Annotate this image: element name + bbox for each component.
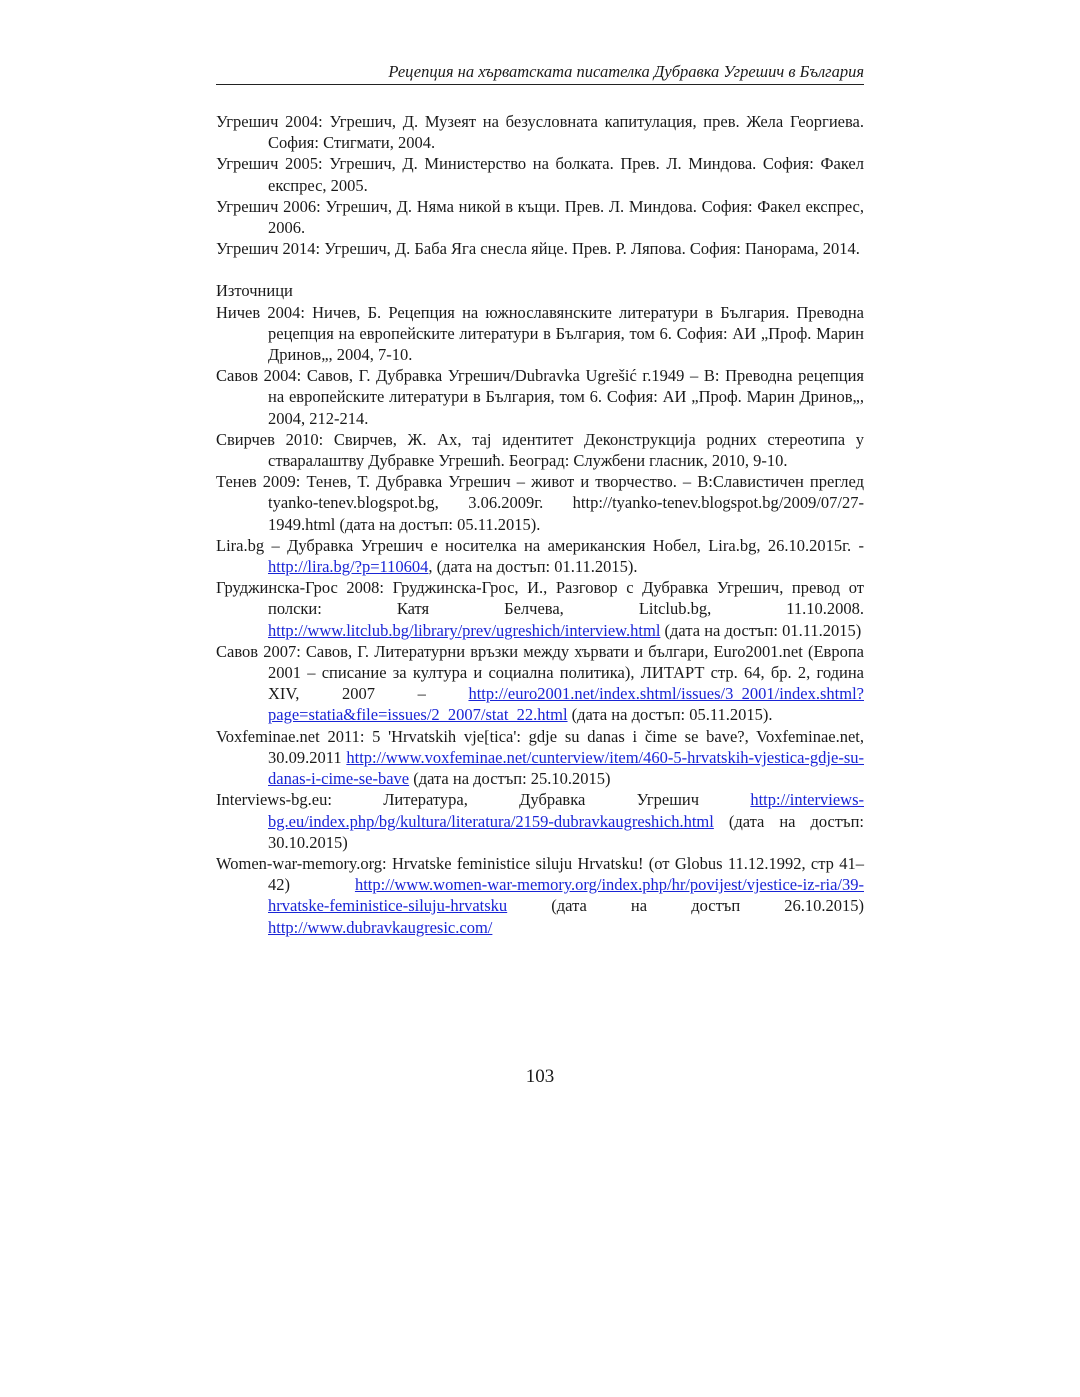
bib-entry: Угрешич 2014: Угрешич, Д. Баба Яга снесла яйце. Прев. Р. Ляпова. София: Панорама, 2014. [216, 239, 860, 259]
entry-text: (дата на достъп: 25.10.2015) [409, 769, 611, 789]
page-number: 103 [525, 1066, 555, 1087]
source-entry: Тенев 2009: Тенев, Т. Дубравка Угрешич – живот и творчество. – В:Славистичен преглед tyanko-tenev.blogspot.bg, 3.06.2009г. http://tyanko-tenev.blogspot.bg/2009/07/27-1949.html (дата на достъп: 05.11.2015). [216, 472, 864, 534]
bib-entry: Угрешич 2004: Угрешич, Д. Музеят на безусловната капитулация, прев. Жела Георгиева. София: Стигмати, 2004. [216, 112, 864, 153]
bibliography [216, 111, 864, 938]
source-link[interactable]: http://www.dubravkaugresic.com/ [268, 917, 493, 937]
source-link[interactable]: http://www.litclub.bg/library/prev/ugreshich/interview.html [268, 620, 661, 640]
source-link[interactable]: http://www.women-war-memory.org/index.php/hr/povijest/vjestice-iz-ria/39-hrvatske-feministice-siluju-hrvatsku [268, 875, 864, 916]
entry-text: Voxfeminae.net 2011: 5 'Hrvatskih vje[tica': gdje su danas i čime se bave?, Voxfeminae.net, 30.09.2011 [216, 726, 864, 767]
entry-text: (дата на достъп: 01.11.2015) [660, 620, 862, 640]
source-entry: Ничев 2004: Ничев, Б. Рецепция на южнославянските литератури в България. Преводна рецепция на европейските литератури в България, том 6. София: АИ „Проф. Марин Дринов„, 2004, 7-10. [216, 302, 864, 365]
source-entry: Савов 2004: Савов, Г. Дубравка Угрешич/Dubravka Ugrešić г.1949 – В: Преводна рецепция на европейските литератури в България, том 6. София: АИ „Проф. Марин Дринов„, 2004, 212-214. [216, 366, 864, 428]
entry-text: Interviews-bg.eu: Литература, Дубравка Угрешич [216, 790, 751, 810]
source-entry [216, 726, 864, 790]
entry-text: (дата на достъп: 05.11.2015). [567, 705, 773, 725]
entry-text: Lira.bg – Дубравка Угрешич е носителка на американския Нобел, Lira.bg, 26.10.2015г. - [216, 535, 864, 555]
source-entry [216, 789, 864, 853]
source-link[interactable]: http://interviews-bg.eu/index.php/bg/kultura/literatura/2159-dubravkaugreshich.html [268, 790, 864, 831]
entry-text: Груджинска-Грос 2008: Груджинска-Грос, И., Разговор с Дубравка Угрешич, превод от полски: Катя Белчева, Litclub.bg, 11.10.2008. [216, 578, 864, 619]
entry-text: Women-war-memory.org: Hrvatske feministice siluju Hrvatsku! (от Globus 11.12.1992, стр 41–42) [216, 853, 864, 895]
source-link[interactable]: http://www.voxfeminae.net/cunterview/item/460-5-hrvatskih-vjestica-gdje-su-danas-i-cime-se-bave [268, 747, 864, 789]
page-header [216, 62, 864, 85]
source-link[interactable]: http://euro2001.net/index.shtml/issues/3_2001/index.shtml?page=statia&file=issues/2_2007/stat_22.html [268, 684, 864, 725]
entry-text: (дата на достъп: 30.10.2015) [268, 811, 864, 852]
source-entry [216, 641, 864, 726]
source-entry [216, 535, 864, 577]
bib-entry: Угрешич 2006: Угрешич, Д. Няма никой в къщи. Прев. Л. Миндова. София: Факел експрес, 2006. [216, 196, 864, 238]
source-link[interactable]: http://lira.bg/?p=110604 [268, 557, 429, 577]
entry-text: (дата на достъп 26.10.2015) [507, 896, 864, 916]
source-entry: Свирчев 2010: Свирчев, Ж. Ах, тај идентитет Деконструкција родних стереотипа у стваралаштву Дубравке Угрешић. Београд: Службени гласник, 2010, 9-10. [216, 429, 864, 471]
sources-heading: Източници [216, 281, 293, 301]
entry-text: Савов 2007: Савов, Г. Литературни връзки между хървати и българи, Euro2001.net (Европа 2001 – списание за култура и социална политика), ЛИТАРТ стр. 64, бр. 2, година XIV, 2007 – [216, 641, 864, 704]
source-entry [216, 577, 864, 641]
source-entry [216, 853, 864, 938]
bib-entry: Угрешич 2005: Угрешич, Д. Министерство на болката. Прев. Л. Миндова. София: Факел експрес, 2005. [216, 154, 864, 195]
running-title: Рецепция на хърватската писателка Дубравка Угрешич в България [388, 62, 864, 81]
entry-text: , (дата на достъп: 01.11.2015). [428, 557, 638, 577]
